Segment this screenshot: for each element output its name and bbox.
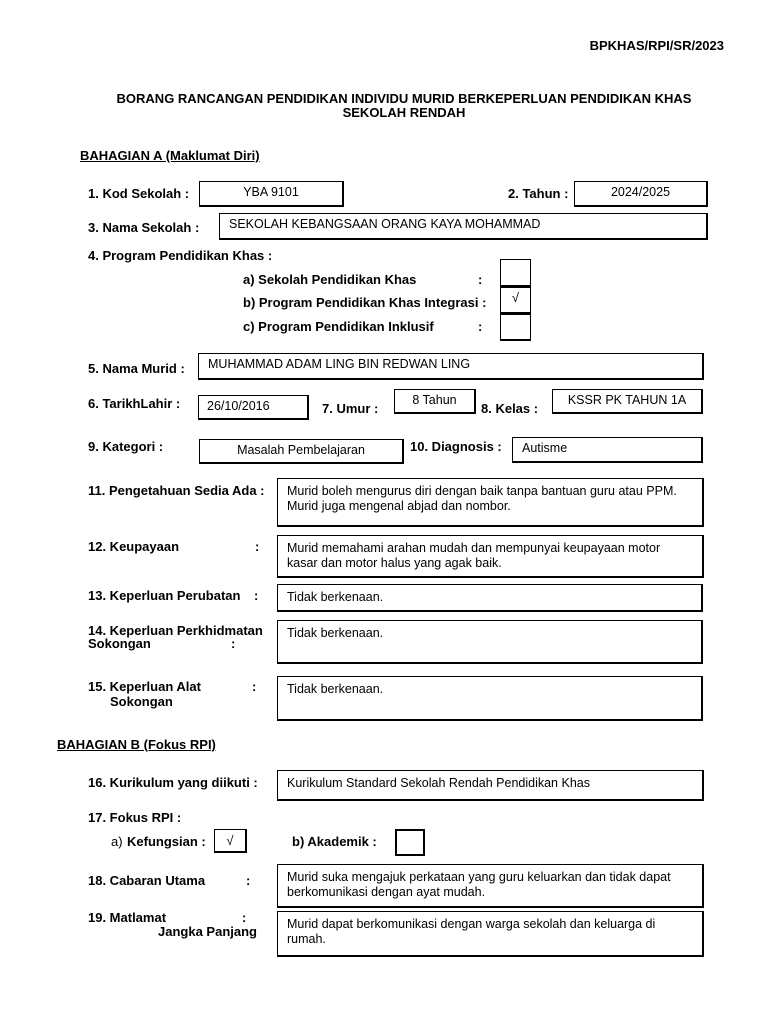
tahun-label: 2. Tahun : xyxy=(508,186,569,201)
kurikulum-label: 16. Kurikulum yang diikuti : xyxy=(88,775,258,790)
matlamat-field[interactable]: Murid dapat berkomunikasi dengan warga sekolah dan keluarga di rumah. xyxy=(277,911,704,957)
perubatan-field[interactable]: Tidak berkenaan. xyxy=(277,584,703,612)
diagnosis-field[interactable]: Autisme xyxy=(512,437,703,463)
kurikulum-field[interactable]: Kurikulum Standard Sekolah Rendah Pendidikan Khas xyxy=(277,770,704,801)
program-option-c-label: c) Program Pendidikan Inklusif xyxy=(243,319,434,334)
section-b-heading: BAHAGIAN B (Fokus RPI) xyxy=(57,737,216,752)
tahun-field[interactable]: 2024/2025 xyxy=(574,181,708,207)
perkhidmatan-field[interactable]: Tidak berkenaan. xyxy=(277,620,703,664)
pengetahuan-label: 11. Pengetahuan Sedia Ada : xyxy=(88,483,265,498)
matlamat-colon: : xyxy=(242,910,247,925)
nama-sekolah-field[interactable]: SEKOLAH KEBANGSAAN ORANG KAYA MOHAMMAD xyxy=(219,213,708,240)
kefungsian-prefix: a) xyxy=(111,834,123,849)
perkhidmatan-label-line2: Sokongan xyxy=(88,636,151,651)
cabaran-field[interactable]: Murid suka mengajuk perkataan yang guru keluarkan dan tidak dapat berkomunikasi dengan ayat mudah. xyxy=(277,864,704,908)
alat-label-line2: Sokongan xyxy=(110,694,173,709)
umur-field[interactable]: 8 Tahun xyxy=(394,389,476,414)
akademik-label: b) Akademik : xyxy=(292,834,377,849)
nama-sekolah-label: 3. Nama Sekolah : xyxy=(88,220,200,235)
alat-field[interactable]: Tidak berkenaan. xyxy=(277,676,703,721)
program-option-a-checkbox[interactable] xyxy=(500,259,531,287)
kelas-field[interactable]: KSSR PK TAHUN 1A xyxy=(552,389,703,414)
kod-sekolah-label: 1. Kod Sekolah : xyxy=(88,186,190,201)
form-title-line2: SEKOLAH RENDAH xyxy=(342,105,466,120)
program-option-b-checkbox[interactable]: √ xyxy=(500,287,531,314)
program-label: 4. Program Pendidikan Khas : xyxy=(88,248,273,263)
document-code: BPKHAS/RPI/SR/2023 xyxy=(589,38,724,53)
kefungsian-label: Kefungsian : xyxy=(127,834,206,849)
form-title-line1: BORANG RANCANGAN PENDIDIKAN INDIVIDU MURID BERKEPERLUAN PENDIDIKAN KHAS xyxy=(116,91,692,106)
program-option-a-colon: : xyxy=(478,272,483,287)
kategori-label: 9. Kategori : xyxy=(88,439,164,454)
matlamat-label-line1: 19. Matlamat xyxy=(88,910,167,925)
program-option-b-label: b) Program Pendidikan Khas Integrasi : xyxy=(243,295,487,310)
perubatan-label: 13. Keperluan Perubatan xyxy=(88,588,241,603)
keupayaan-field[interactable]: Murid memahami arahan mudah dan mempunyai keupayaan motor kasar dan motor halus yang agak baik. xyxy=(277,535,704,578)
tarikh-lahir-field[interactable]: 26/10/2016 xyxy=(198,395,309,420)
cabaran-label: 18. Cabaran Utama xyxy=(88,873,206,888)
kefungsian-checkbox[interactable]: √ xyxy=(214,829,247,853)
perkhidmatan-label-line1: 14. Keperluan Perkhidmatan xyxy=(88,623,263,638)
cabaran-colon: : xyxy=(246,873,251,888)
keupayaan-label: 12. Keupayaan xyxy=(88,539,180,554)
nama-murid-field[interactable]: MUHAMMAD ADAM LING BIN REDWAN LING xyxy=(198,353,704,380)
tarikh-lahir-label: 6. TarikhLahir : xyxy=(88,396,181,411)
matlamat-label-line2: Jangka Panjang xyxy=(158,924,257,939)
kelas-label: 8. Kelas : xyxy=(481,401,539,416)
program-option-a-label: a) Sekolah Pendidikan Khas xyxy=(243,272,417,287)
section-a-heading: BAHAGIAN A (Maklumat Diri) xyxy=(80,148,260,163)
alat-label-line1: 15. Keperluan Alat xyxy=(88,679,201,694)
umur-label: 7. Umur : xyxy=(322,401,379,416)
kod-sekolah-field[interactable]: YBA 9101 xyxy=(199,181,344,207)
perkhidmatan-colon: : xyxy=(231,636,236,651)
fokus-label: 17. Fokus RPI : xyxy=(88,810,182,825)
nama-murid-label: 5. Nama Murid : xyxy=(88,361,185,376)
program-option-c-checkbox[interactable] xyxy=(500,314,531,341)
diagnosis-label: 10. Diagnosis : xyxy=(410,439,502,454)
akademik-checkbox[interactable] xyxy=(395,829,425,856)
kategori-field[interactable]: Masalah Pembelajaran xyxy=(199,439,404,464)
keupayaan-colon: : xyxy=(255,539,260,554)
pengetahuan-field[interactable]: Murid boleh mengurus diri dengan baik tanpa bantuan guru atau PPM. Murid juga mengenal abjad dan nombor. xyxy=(277,478,704,527)
perubatan-colon: : xyxy=(254,588,259,603)
program-option-c-colon: : xyxy=(478,319,483,334)
alat-colon: : xyxy=(252,679,257,694)
